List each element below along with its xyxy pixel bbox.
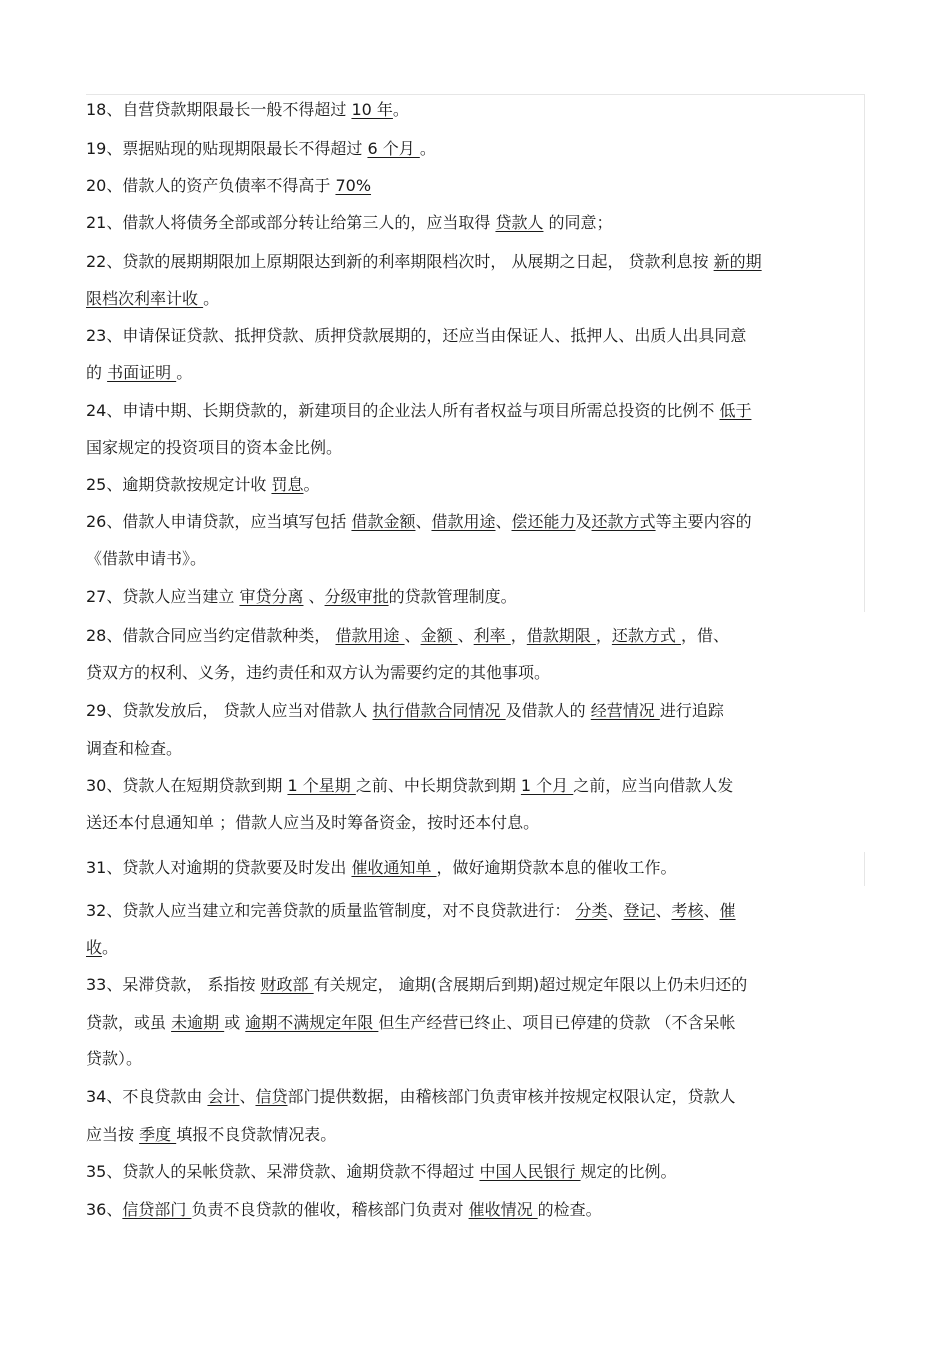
- page-frame-right: [864, 94, 865, 612]
- text-line: [86, 549, 866, 569]
- answer-blank: 低于: [719, 401, 752, 420]
- question-text: 22、贷款的展期期限加上原期限达到新的利率期限档次时， 从展期之日起， 贷款利息按: [86, 252, 714, 271]
- text-line: [86, 813, 866, 833]
- question-text: ，: [595, 626, 612, 645]
- question-text: 、: [404, 626, 421, 645]
- text-line: [86, 1125, 866, 1145]
- question-text: 、: [655, 901, 672, 920]
- question-text: 33、呆滞贷款， 系指按: [86, 975, 261, 994]
- answer-blank: 执行借款合同情况: [372, 701, 506, 720]
- question-text: 。: [102, 938, 119, 957]
- text-line: [86, 587, 866, 607]
- question-text: 规定的比例。: [580, 1162, 677, 1181]
- question-text: 、: [495, 512, 512, 531]
- answer-blank: 借款金额: [351, 512, 416, 531]
- text-line: [86, 1049, 866, 1069]
- text-line: [86, 1162, 866, 1182]
- text-line: [86, 475, 866, 495]
- answer-blank: 催收通知单: [351, 858, 437, 877]
- answer-blank: 罚息: [271, 475, 304, 494]
- text-line: [86, 512, 866, 532]
- text-line: [86, 739, 866, 759]
- text-line: [86, 401, 866, 421]
- question-text: 送还本付息通知单 ；借款人应当及时筹备资金，按时还本付息。: [86, 813, 540, 832]
- question-text: 18、自营贷款期限最长一般不得超过: [86, 100, 352, 119]
- question-text: 贷款）。: [86, 1049, 143, 1068]
- answer-blank: 经营情况: [590, 701, 660, 720]
- question-text: 进行追踪: [659, 701, 724, 720]
- question-text: 26、借款人申请贷款，应当填写包括: [86, 512, 352, 531]
- question-text: 《借款申请书》。: [86, 549, 207, 568]
- text-line: [86, 139, 866, 159]
- answer-blank: 中国人民银行: [479, 1162, 581, 1181]
- answer-blank: 财政部: [260, 975, 314, 994]
- answer-blank: 利率: [473, 626, 511, 645]
- question-text: 、: [239, 1087, 256, 1106]
- answer-blank: 催收情况: [468, 1200, 538, 1219]
- question-text: 调查和检查。: [86, 739, 183, 758]
- question-text: 及: [575, 512, 592, 531]
- answer-blank: 信贷部门: [122, 1200, 192, 1219]
- answer-blank: 金额: [420, 626, 458, 645]
- text-line: [86, 858, 866, 878]
- question-text: 有关规定， 逾期(含展期后到期)超过规定年限以上仍未归还的: [313, 975, 748, 994]
- question-text: 的: [86, 363, 108, 382]
- answer-blank: 偿还能力: [511, 512, 576, 531]
- answer-blank: 收: [86, 938, 103, 957]
- question-text: 、: [303, 587, 325, 606]
- answer-blank: 季度: [139, 1125, 177, 1144]
- question-text: 。: [392, 100, 409, 119]
- question-text: 贷双方的权利、义务，违约责任和双方认为需要约定的其他事项。: [86, 663, 551, 682]
- question-text: 、: [703, 901, 720, 920]
- question-text: ，: [510, 626, 527, 645]
- question-text: ，借、: [680, 626, 729, 645]
- question-text: 32、贷款人应当建立和完善贷款的质量监管制度，对不良贷款进行：: [86, 901, 576, 920]
- question-text: 35、贷款人的呆帐贷款、呆滞贷款、逾期贷款不得超过: [86, 1162, 480, 1181]
- question-text: 国家规定的投资项目的资本金比例。: [86, 438, 343, 457]
- question-text: 之前、中长期贷款到期: [355, 776, 521, 795]
- question-text: 。: [419, 139, 436, 158]
- answer-blank: 借款用途: [431, 512, 496, 531]
- text-line: [86, 100, 866, 120]
- answer-blank: 10 年: [351, 100, 393, 119]
- text-line: [86, 438, 866, 458]
- text-line: [86, 901, 866, 921]
- answer-blank: 还款方式: [591, 512, 656, 531]
- answer-blank: 1 个月: [520, 776, 574, 795]
- answer-blank: 1 个星期: [287, 776, 356, 795]
- answer-blank: 登记: [623, 901, 656, 920]
- page-frame-top: [86, 94, 864, 95]
- question-text: 27、贷款人应当建立: [86, 587, 240, 606]
- text-line: [86, 701, 866, 721]
- answer-blank: 贷款人: [495, 213, 544, 232]
- question-text: 、: [607, 901, 624, 920]
- text-line: [86, 363, 866, 383]
- question-text: 24、申请中期、长期贷款的，新建项目的企业法人所有者权益与项目所需总投资的比例不: [86, 401, 720, 420]
- answer-blank: 逾期不满规定年限: [245, 1013, 379, 1032]
- question-text: 的贷款管理制度。: [388, 587, 517, 606]
- answer-blank: 分类: [575, 901, 608, 920]
- answer-blank: 未逾期: [171, 1013, 225, 1032]
- answer-blank: 书面证明: [107, 363, 177, 382]
- question-text: 负责不良贷款的催收，稽核部门负责对: [191, 1200, 469, 1219]
- answer-blank: 6 个月: [367, 139, 420, 158]
- answer-blank: 考核: [671, 901, 704, 920]
- question-text: ，做好逾期贷款本息的催收工作。: [436, 858, 677, 877]
- question-text: 34、不良贷款由: [86, 1087, 208, 1106]
- question-text: 31、贷款人对逾期的贷款要及时发出: [86, 858, 352, 877]
- question-text: 应当按: [86, 1125, 140, 1144]
- question-text: 及借款人的: [505, 701, 591, 720]
- text-line: [86, 176, 866, 196]
- question-text: 30、贷款人在短期贷款到期: [86, 776, 288, 795]
- question-text: 等主要内容的: [655, 512, 752, 531]
- answer-blank: 分级审批: [324, 587, 389, 606]
- text-line: [86, 938, 866, 958]
- answer-blank: 限档次利率计收: [86, 289, 204, 308]
- question-text: 。: [203, 289, 220, 308]
- text-line: [86, 289, 866, 309]
- question-text: 19、票据贴现的贴现期限最长不得超过: [86, 139, 368, 158]
- text-line: [86, 663, 866, 683]
- text-line: [86, 776, 866, 796]
- text-line: [86, 1087, 866, 1107]
- text-line: [86, 626, 866, 646]
- question-text: 之前，应当向借款人发: [573, 776, 734, 795]
- answer-blank: 会计: [207, 1087, 240, 1106]
- question-text: 23、申请保证贷款、抵押贷款、质押贷款展期的，还应当由保证人、抵押人、出质人出具同意: [86, 326, 747, 345]
- answer-blank: 借款期限: [526, 626, 596, 645]
- question-text: 、: [415, 512, 432, 531]
- answer-blank: 信贷: [255, 1087, 288, 1106]
- answer-blank: 催: [719, 901, 736, 920]
- answer-blank: 70%: [335, 176, 372, 195]
- question-text: 但生产经营已终止、项目已停建的贷款 （不含呆帐: [378, 1013, 736, 1032]
- question-text: 。: [303, 475, 320, 494]
- question-text: 28、借款合同应当约定借款种类，: [86, 626, 336, 645]
- answer-blank: 审贷分离: [239, 587, 304, 606]
- question-text: 29、贷款发放后， 贷款人应当对借款人: [86, 701, 373, 720]
- question-text: 25、逾期贷款按规定计收: [86, 475, 272, 494]
- text-line: [86, 975, 866, 995]
- question-text: 的同意；: [543, 213, 613, 232]
- text-line: [86, 252, 866, 272]
- question-text: 、: [457, 626, 474, 645]
- answer-blank: 新的期: [713, 252, 762, 271]
- question-text: 或: [224, 1013, 246, 1032]
- question-text: 21、借款人将债务全部或部分转让给第三人的，应当取得: [86, 213, 496, 232]
- text-line: [86, 1200, 866, 1220]
- text-line: [86, 326, 866, 346]
- question-text: 贷款，或虽: [86, 1013, 172, 1032]
- question-text: 20、借款人的资产负债率不得高于: [86, 176, 336, 195]
- answer-blank: 还款方式: [611, 626, 681, 645]
- question-text: 填报不良贷款情况表。: [176, 1125, 337, 1144]
- question-text: 部门提供数据，由稽核部门负责审核并按规定权限认定，贷款人: [287, 1087, 736, 1106]
- question-text: 36、: [86, 1200, 123, 1219]
- question-text: 。: [176, 363, 193, 382]
- text-line: [86, 1013, 866, 1033]
- text-line: [86, 213, 866, 233]
- question-text: 的检查。: [537, 1200, 602, 1219]
- answer-blank: 借款用途: [335, 626, 405, 645]
